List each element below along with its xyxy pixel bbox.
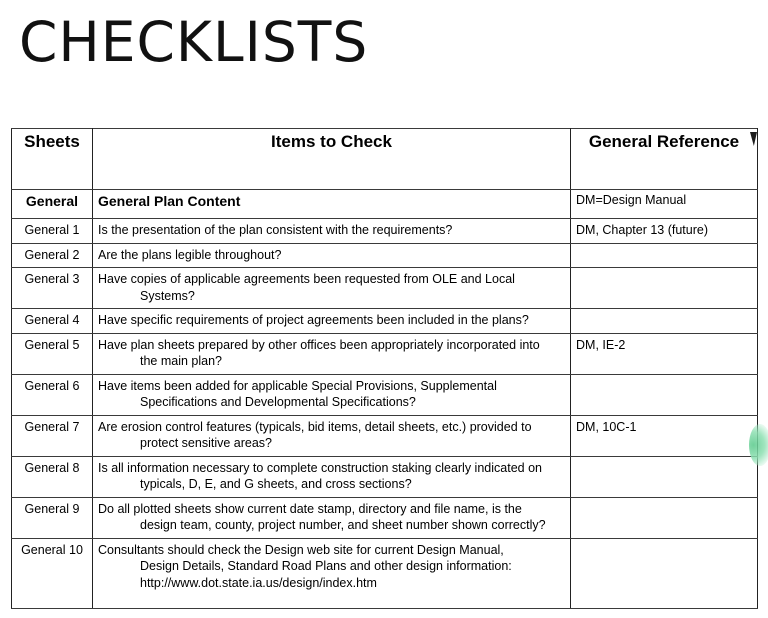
cell-sheet-id: General 10 [12, 538, 93, 608]
page-title: CHECKLISTS [19, 10, 369, 74]
cell-general-reference: DM, Chapter 13 (future) [571, 219, 758, 244]
cell-item-line: Do all plotted sheets show current date stamp, directory and file name, is the [98, 501, 522, 516]
cell-item-line: Design Details, Standard Road Plans and other design information: [140, 559, 512, 573]
section-row-reference: DM=Design Manual [571, 190, 758, 219]
table-row [12, 268, 758, 309]
cell-item-to-check [93, 219, 571, 244]
cell-item-to-check [93, 497, 571, 538]
table-row [12, 219, 758, 244]
cell-item-line: Are the plans legible throughout? [98, 247, 282, 262]
cell-item-line: design team, county, project number, and sheet number shown correctly? [140, 518, 546, 532]
cell-item-line: Is all information necessary to complete construction staking clearly indicated on [98, 460, 542, 475]
cell-general-reference [571, 309, 758, 334]
cell-general-reference [571, 497, 758, 538]
cell-sheet-id: General 6 [12, 374, 93, 415]
cell-item-to-check [93, 415, 571, 456]
cell-item-line: Are erosion control features (typicals, bid items, detail sheets, etc.) provided to [98, 419, 532, 434]
cell-item-line: Have plan sheets prepared by other offices been appropriately incorporated into [98, 337, 540, 352]
cell-item-line: Have specific requirements of project agreements been included in the plans? [98, 313, 529, 327]
checklist-table [11, 128, 758, 609]
table-row [12, 415, 758, 456]
cell-item-line: Systems? [140, 288, 195, 303]
section-row-title: General Plan Content [93, 190, 571, 219]
cell-item-line: typicals, D, E, and G sheets, and cross sections? [140, 477, 412, 491]
cell-general-reference: DM, IE-2 [571, 333, 758, 374]
table-row [12, 374, 758, 415]
cell-item-to-check [93, 374, 571, 415]
cell-general-reference [571, 374, 758, 415]
cell-general-reference: DM, 10C-1 [571, 415, 758, 456]
table-section-row [12, 190, 758, 219]
cell-sheet-id: General 2 [12, 243, 93, 268]
cell-general-reference [571, 243, 758, 268]
cell-sheet-id: General 4 [12, 309, 93, 334]
table-body [12, 190, 758, 609]
cell-item-line: Have copies of applicable agreements been requested from OLE and Local [98, 272, 515, 286]
table-row [12, 456, 758, 497]
table-row [12, 497, 758, 538]
cell-general-reference [571, 538, 758, 608]
cell-sheet-id: General 9 [12, 497, 93, 538]
cell-general-reference [571, 268, 758, 309]
cell-item-to-check [93, 268, 571, 309]
cell-item-line: http://www.dot.state.ia.us/design/index.htm [140, 575, 377, 590]
cell-sheet-id: General 3 [12, 268, 93, 309]
cell-sheet-id: General 8 [12, 456, 93, 497]
cell-item-line: Specifications and Developmental Specifications? [140, 395, 416, 409]
column-header-items-to-check: Items to Check [93, 129, 571, 190]
cell-item-to-check [93, 243, 571, 268]
table-row [12, 243, 758, 268]
table-row [12, 538, 758, 608]
table-header-row [12, 129, 758, 190]
cell-general-reference [571, 456, 758, 497]
cell-item-to-check [93, 309, 571, 334]
cell-item-line: protect sensitive areas? [140, 436, 273, 450]
cell-item-to-check [93, 456, 571, 497]
column-header-general-reference: General Reference [571, 129, 758, 190]
table-row [12, 333, 758, 374]
cell-sheet-id: General 7 [12, 415, 93, 456]
cell-item-to-check [93, 333, 571, 374]
column-header-sheets: Sheets [12, 129, 93, 190]
cell-item-line: Consultants should check the Design web site for current Design Manual, [98, 542, 504, 557]
cell-item-line: Have items been added for applicable Special Provisions, Supplemental [98, 378, 497, 393]
cell-item-to-check [93, 538, 571, 608]
cell-sheet-id: General 5 [12, 333, 93, 374]
edge-artifact-green-highlight-icon [749, 424, 768, 466]
cell-item-line: the main plan? [140, 354, 223, 368]
table-row [12, 309, 758, 334]
section-row-sheets: General [12, 190, 93, 219]
cell-sheet-id: General 1 [12, 219, 93, 244]
cell-item-line: Is the presentation of the plan consistent with the requirements? [98, 223, 453, 237]
